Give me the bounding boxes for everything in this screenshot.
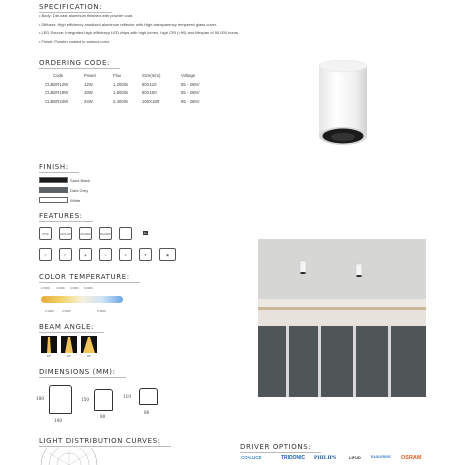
brand-philips-logo: PHILIPS — [314, 455, 337, 461]
light-distribution-title: LIGHT DISTRIBUTION CURVES: — [39, 437, 161, 445]
table-row — [39, 80, 231, 89]
table-cell: 2,400lm — [113, 98, 129, 104]
chip-icon — [79, 227, 92, 240]
dimension-height: 180 — [36, 396, 44, 401]
table-cell: 85 - 265V — [181, 81, 200, 87]
beam-angle-label: 15° — [46, 354, 52, 358]
table-row — [39, 89, 231, 98]
beam-angle-title: BEAM ANGLE: — [39, 323, 95, 331]
dimension-width: 80 — [144, 410, 150, 415]
spec-item: • Body: Die-cast aluminum finished with powder coat. — [39, 13, 134, 18]
dimension-drawing-medium — [94, 389, 113, 411]
anti-glare-icon: ◈ — [79, 248, 92, 261]
ordering-code-title: ORDERING CODE: — [39, 59, 110, 67]
column-header: Code — [53, 73, 64, 78]
ct-bottom-label: 6,500K — [97, 309, 106, 313]
installation-photo — [258, 239, 426, 397]
feature-label: A+ — [143, 231, 148, 235]
ip-rating-icon — [39, 227, 52, 240]
ct-bottom-label: 2,500K — [45, 309, 54, 313]
feature-label: CRI>90 — [60, 232, 71, 236]
table-cell: 80X150 — [142, 90, 157, 96]
brand-tridonic-logo: TRIDONIC — [281, 455, 306, 461]
ct-top-label: 5,000K — [84, 286, 93, 290]
cri-icon — [59, 227, 72, 240]
product-image — [315, 60, 371, 148]
table-cell: CLBER12W — [45, 81, 69, 87]
beam-angle-label: 36° — [86, 354, 92, 358]
light-distribution-curve — [39, 448, 99, 465]
flicker-free-icon: ∿ — [99, 248, 112, 261]
beam-36-icon — [81, 336, 97, 353]
column-header: Flux — [113, 73, 122, 78]
dimension-width: 100 — [54, 418, 62, 423]
specification-list — [39, 12, 339, 46]
finish-swatch-sand-black[interactable] — [39, 177, 68, 183]
spec-item: • Finish: Powder coated in various color. — [39, 38, 110, 44]
color-temperature-title: COLOR TEMPERATURE: — [39, 273, 130, 281]
color-temperature-bar — [41, 296, 123, 303]
table-row — [39, 97, 231, 106]
dimension-height: 110 — [123, 394, 131, 399]
table-cell: 24W — [84, 98, 93, 104]
brand-osram-logo: OSRAM — [401, 455, 422, 461]
spec-item: • Diffuser: High efficiency anodized aluminum reflector with High-transparency tempered glass cover. — [39, 21, 218, 27]
dimension-width: 80 — [100, 414, 106, 419]
table-header-row — [39, 71, 231, 80]
ct-top-label: 4,000K — [70, 286, 79, 290]
table-cell: CLBER24W — [45, 98, 69, 104]
beam-angle-label: 24° — [66, 354, 72, 358]
finish-swatch-dark-grey[interactable] — [39, 187, 68, 193]
ct-top-label: 3,000K — [56, 286, 65, 290]
column-header: Size(mm) — [142, 73, 161, 78]
specification-title: SPECIFICATION: — [39, 3, 103, 11]
dimension-height: 150 — [81, 397, 89, 402]
feature-label: 50,000h — [100, 232, 111, 236]
table-cell: 85 - 265V — [181, 98, 200, 104]
ordering-table — [39, 71, 231, 106]
beam-15-icon — [41, 336, 57, 353]
ct-bottom-label: 3,500K — [62, 309, 71, 313]
driver-options-title: DRIVER OPTIONS: — [240, 443, 312, 451]
table-cell: 1,800lm — [113, 90, 129, 96]
finish-swatch-white[interactable] — [39, 197, 68, 203]
warranty-icon: ▣ — [159, 248, 176, 261]
column-header: Voltage — [181, 73, 196, 78]
feature-label: IP20 — [42, 232, 49, 236]
table-cell: 18W — [84, 90, 93, 96]
finish-label: Sand Black — [70, 178, 91, 183]
feature-label: 20,000h — [80, 232, 91, 236]
table-cell: 1,200lm — [113, 81, 129, 87]
recessed-icon: ▽ — [39, 248, 52, 261]
table-cell: CLBER18W — [45, 90, 69, 96]
table-cell: 12W — [84, 81, 93, 87]
spec-item: • LED Source: Integrated high-efficiency LED chips with high lumen, high CRI (>90) and lifespan of 50,000 hours. — [39, 30, 240, 36]
temperature-icon: ❄ — [139, 248, 152, 261]
finish-title: FINISH: — [39, 163, 69, 171]
lifespan-icon — [99, 227, 112, 240]
tilt-icon: ◸ — [59, 248, 72, 261]
brand-eaglerise-logo: EAGLERISE — [371, 455, 391, 459]
dimension-drawing-small — [139, 388, 158, 405]
features-title: FEATURES: — [39, 212, 83, 220]
table-cell: 85 - 265V — [181, 90, 200, 96]
beam-24-icon — [61, 336, 77, 353]
energy-class-icon — [139, 227, 152, 240]
column-header: Power — [84, 73, 97, 78]
ct-top-label: 2,000K — [41, 286, 50, 290]
dimension-drawing-large — [49, 385, 72, 414]
driver-icon — [119, 227, 132, 240]
dimensions-title: DIMENSIONS (MM): — [39, 368, 116, 376]
dimmable-icon: ☀ — [119, 248, 132, 261]
finish-label: White — [70, 198, 81, 203]
brand-coluce-logo: CO•LUCE — [241, 455, 262, 460]
finish-label: Dark Grey — [70, 188, 89, 193]
table-cell: 80X110 — [142, 81, 157, 87]
brand-lifud-logo: LIFUD — [349, 455, 361, 460]
table-cell: 100X180 — [142, 98, 160, 104]
